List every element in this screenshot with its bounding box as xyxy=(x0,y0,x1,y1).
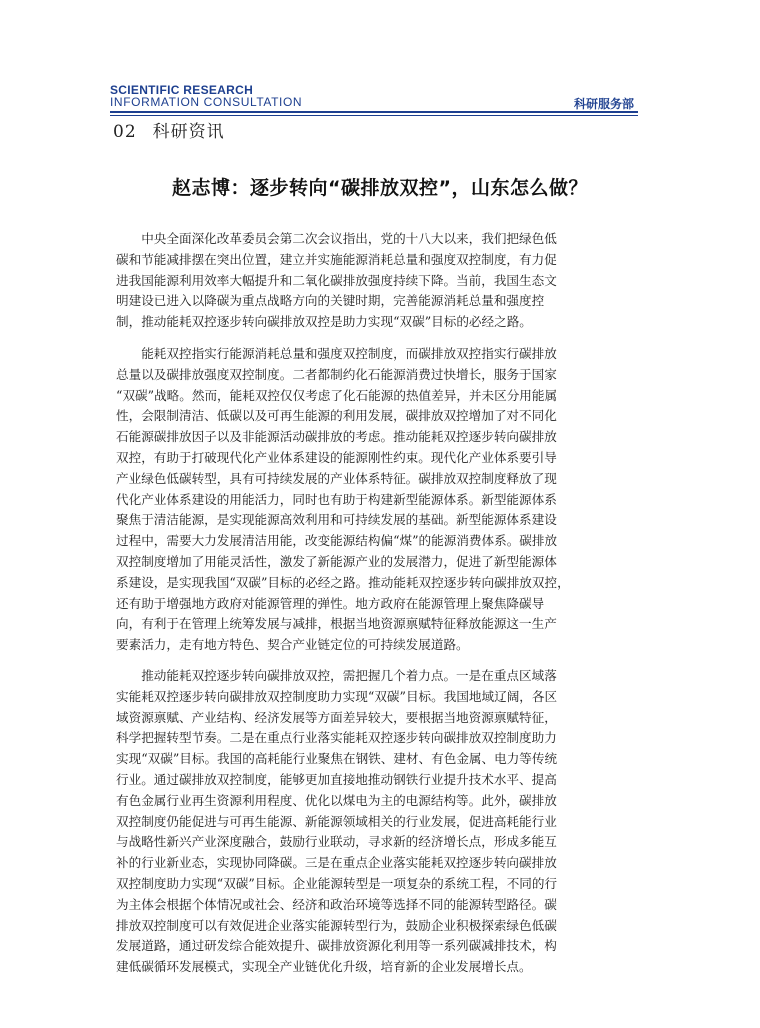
header-rule-thin xyxy=(110,115,638,116)
paragraph-line: 建低碳循环发展模式，实现全产业链优化升级，培育新的企业发展增长点。 xyxy=(116,959,532,975)
paragraph-line: 排放双控制度可以有效促进企业落实能源转型行为，鼓励企业积极探索绿色低碳 xyxy=(116,917,557,933)
paragraph-line: 要素活力，走有地方特色、契合产业链定位的可持续发展道路。 xyxy=(116,637,469,653)
paragraph-line: 中央全面深化改革委员会第二次会议指出，党的十八大以来，我们把绿色低 xyxy=(116,231,557,246)
paragraph-line: 代化产业体系建设的用能活力，同时也有助于构建新型能源体系。新型能源体系 xyxy=(116,491,557,507)
paragraph-line: 总量以及碳排放强度双控制度。二者都制约化石能源消费过快增长，服务于国家 xyxy=(116,366,557,382)
paragraph-line: 推动能耗双控逐步转向碳排放双控，需把握几个着力点。一是在重点区域落 xyxy=(116,668,557,683)
paragraph-line: “双碳”战略。然而，能耗双控仅仅考虑了化石能源的热值差异，并未区分用能属 xyxy=(116,387,558,403)
paragraph-line: 有色金属行业再生资源利用程度、优化以煤电为主的电源结构等。此外，碳排放 xyxy=(116,792,557,808)
brand-line-2: INFORMATION CONSULTATION xyxy=(110,95,303,109)
article-paragraph-1 xyxy=(116,229,652,333)
section-number: 02 xyxy=(113,122,137,142)
paragraph-line: 能耗双控指实行能源消耗总量和强度双控制度，而碳排放双控指实行碳排放 xyxy=(116,346,557,361)
paragraph-line: 明建设已进入以降碳为重点战略方向的关键时期，完善能源消耗总量和强度控 xyxy=(116,293,545,309)
paragraph-line: 双控制度增加了用能灵活性，激发了新能源产业的发展潜力，促进了新型能源体 xyxy=(116,553,557,569)
paragraph-line: 产业绿色低碳转型，具有可持续发展的产业体系特征。碳排放双控制度释放了现 xyxy=(116,470,557,486)
section-name: 科研资讯 xyxy=(152,122,225,142)
paragraph-line: 石能源碳排放因子以及非能源活动碳排放的考虑。推动能耗双控逐步转向碳排放 xyxy=(116,429,557,445)
paragraph-line: 实能耗双控逐步转向碳排放双控制度助力实现“双碳”目标。我国地域辽阔，各区 xyxy=(116,688,558,704)
section-heading xyxy=(113,120,225,144)
paragraph-line: 过程中，需要大力发展清洁用能，改变能源结构偏“煤”的能源消费体系。碳排放 xyxy=(116,533,558,549)
paragraph-line: 双控制度仍能促进与可再生能源、新能源领域相关的行业发展，促进高耗能行业 xyxy=(116,813,557,829)
paragraph-line: 双控，有助于打破现代化产业体系建设的能源刚性约束。现代化产业体系要引导 xyxy=(116,449,557,465)
department-label: 科研服务部 xyxy=(573,97,634,111)
brand-line-1: SCIENTIFIC RESEARCH xyxy=(110,83,254,97)
paragraph-line: 行业。通过碳排放双控制度，能够更加直接地推动钢铁行业提升技术水平、提高 xyxy=(116,771,557,787)
article-paragraph-3 xyxy=(116,666,652,978)
header-rule-thick xyxy=(110,111,638,113)
paragraph-line: 制，推动能耗双控逐步转向碳排放双控是助力实现“双碳”目标的必经之路。 xyxy=(116,314,532,330)
article-title: 赵志博：逐步转向“碳排放双控”，山东怎么做？ xyxy=(172,177,588,199)
paragraph-line: 补的行业新业态，实现协同降碳。三是在重点企业落实能耗双控逐步转向碳排放 xyxy=(116,855,557,871)
paragraph-line: 系建设，是实现我国“双碳”目标的必经之路。推动能耗双控逐步转向碳排放双控， xyxy=(116,574,570,590)
paragraph-line: 域资源禀赋、产业结构、经济发展等方面差异较大，要根据当地资源禀赋特征， xyxy=(116,709,557,725)
paragraph-line: 发展道路，通过研发综合能效提升、碳排放资源化利用等一系列碳减排技术，构 xyxy=(116,938,557,954)
paragraph-line: 为主体会根据个体情况或社会、经济和政治环境等选择不同的能源转型路径。碳 xyxy=(116,896,557,912)
paragraph-line: 碳和节能减排摆在突出位置，建立并实施能源消耗总量和强度双控制度，有力促 xyxy=(116,251,557,267)
paragraph-line: 实现“双碳”目标。我国的高耗能行业聚焦在钢铁、建材、有色金属、电力等传统 xyxy=(116,751,558,767)
article-paragraph-2 xyxy=(116,344,652,656)
paragraph-line: 与战略性新兴产业深度融合，鼓励行业联动，寻求新的经济增长点，形成多能互 xyxy=(116,834,557,850)
paragraph-line: 进我国能源利用效率大幅提升和二氧化碳排放强度持续下降。当前，我国生态文 xyxy=(116,272,557,288)
paragraph-line: 向，有利于在管理上统筹发展与减排，根据当地资源禀赋特征释放能源这一生产 xyxy=(116,616,557,632)
page-header xyxy=(110,84,638,114)
paragraph-line: 聚焦于清洁能源，是实现能源高效利用和可持续发展的基础。新型能源体系建设 xyxy=(116,512,557,528)
paragraph-line: 性，会限制清洁、低碳以及可再生能源的利用发展，碳排放双控增加了对不同化 xyxy=(116,408,557,424)
paragraph-line: 还有助于增强地方政府对能源管理的弹性。地方政府在能源管理上聚焦降碳导 xyxy=(116,595,545,611)
paragraph-line: 双控制度助力实现“双碳”目标。企业能源转型是一项复杂的系统工程，不同的行 xyxy=(116,875,558,891)
paragraph-line: 科学把握转型节奏。二是在重点行业落实能耗双控逐步转向碳排放双控制度助力 xyxy=(116,730,557,746)
